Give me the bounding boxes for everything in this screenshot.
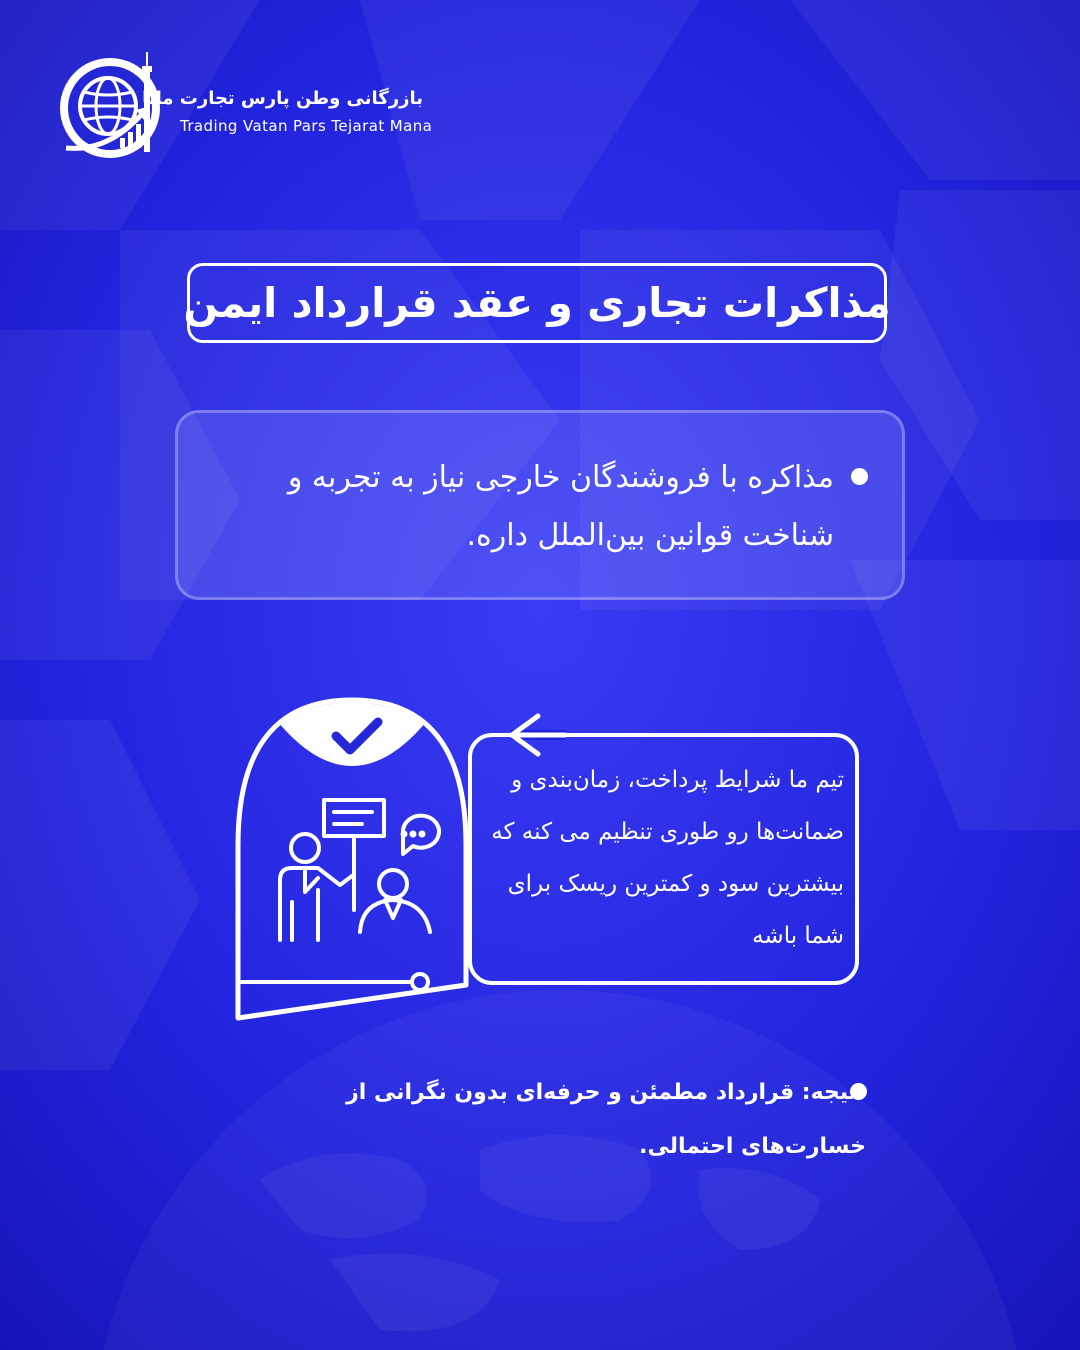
result-text: نتیجه: قرارداد مطمئن و حرفه‌ای بدون نگرانی از خسارت‌های احتمالی. <box>346 1080 866 1159</box>
brand-name-persian: بازرگانی وطن پارس تجارت مانا <box>142 88 423 109</box>
signboard-icon <box>324 800 384 836</box>
brand-logo <box>58 52 438 167</box>
team-meeting-icon <box>280 800 439 940</box>
bullet-dot <box>851 468 868 485</box>
info-text: مذاکره با فروشندگان خارجی نیاز به تجربه و شناخت قوانین بین‌الملل داره. <box>287 460 834 553</box>
left-arrow-icon <box>510 716 566 754</box>
brand-name-english: Trading Vatan Pars Tejarat Mana <box>180 117 433 135</box>
team-description: تیم ما شرایط پرداخت، زمان‌بندی و ضمانت‌ها رو طوری تنظیم می کنه که بیشترین سود و کمترین ریسک برای شما باشه <box>491 767 844 949</box>
info-card <box>175 410 905 600</box>
page-title: مذاکرات تجاری و عقد قرارداد ایمن <box>183 279 891 327</box>
title-box <box>183 263 891 343</box>
